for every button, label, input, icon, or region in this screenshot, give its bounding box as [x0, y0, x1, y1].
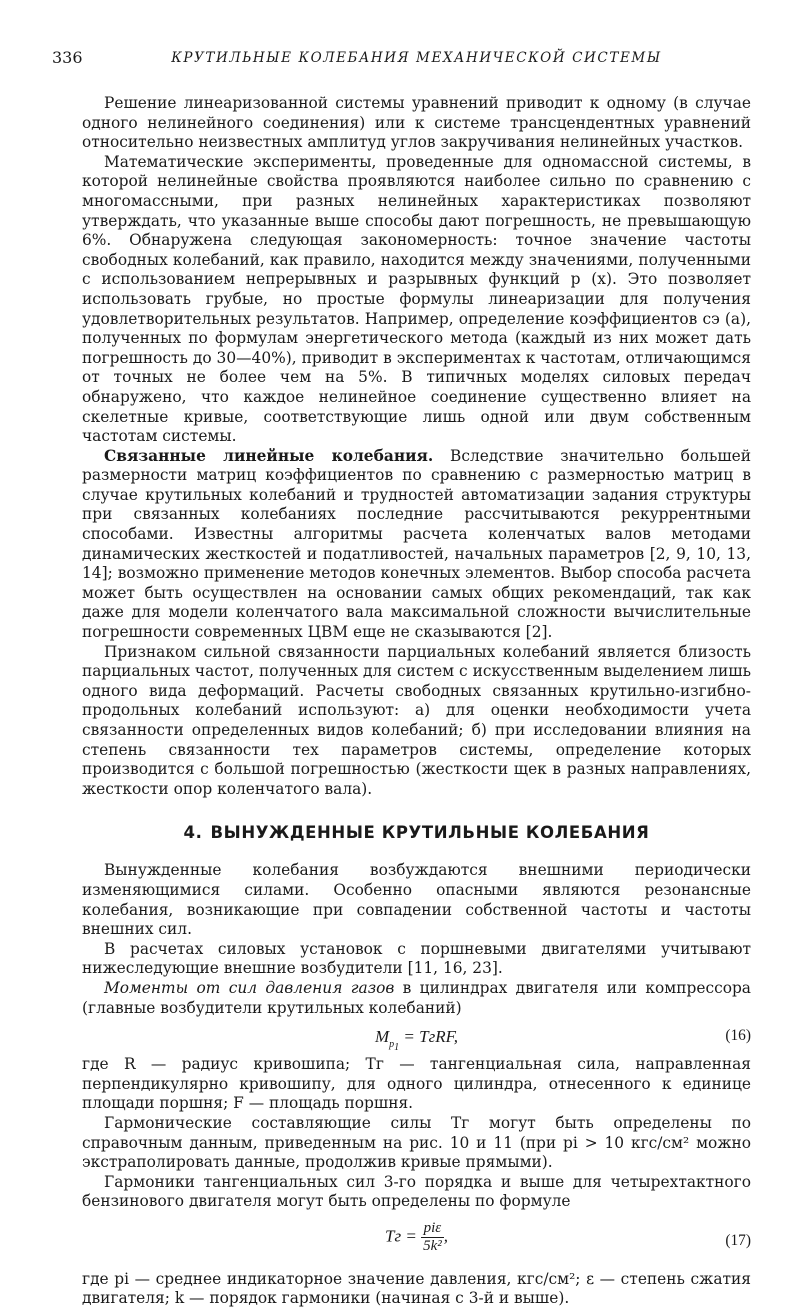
formula-16: [82, 1022, 751, 1052]
body-text: [82, 94, 751, 1309]
formula-16-lhs: M: [374, 1027, 390, 1047]
section-title: ВЫНУЖДЕННЫЕ КРУТИЛЬНЫЕ КОЛЕБАНИЯ: [210, 823, 650, 843]
formula-16-lhs-sub-sub: 1: [394, 1041, 400, 1053]
running-head: [52, 40, 751, 74]
section-number: 4.: [183, 823, 203, 843]
italic-lead: Моменты от сил давления газов: [104, 978, 395, 997]
paragraph-4: Признаком сильной связанности парциальных колебаний является близость парциальных частот, полученных для систем с искусственным выделением лишь одного вида деформаций. Расчеты свободных связанных крутильно-изгибно-продольных колебаний используют: а) для оценки необходимости учета связанности определенных видов колебаний; б) при исследовании влияния на степень связанности тех параметров системы, определение которых производится с большой погрешностью (жесткости щек в разных направлениях, жесткости опор коленчатого вала).: [82, 642, 751, 798]
paragraph-10: Гармоники тангенциальных сил 3-го порядка и выше для четырехтактного бензинового двигателя могут быть определены по формуле: [82, 1172, 751, 1211]
paragraph-8: где R — радиус кривошипа; Tг — тангенциальная сила, направленная перпендикулярно кривошипу, для одного цилиндра, отнесенного к единице площади поршня; F — площадь поршня.: [82, 1055, 751, 1113]
formula-16-lhs-sub: p: [389, 1038, 395, 1050]
formula-16-rhs: = TгRF,: [403, 1027, 459, 1047]
paragraph-3: [82, 447, 751, 643]
formula-17-body: [82, 1220, 751, 1255]
paragraph-1: Решение линеаризованной системы уравнений приводит к одному (в случае одного нелинейного соединения) или к системе трансцендентных уравнений относительно неизвестных амплитуд углов закручивания нелинейных участков.: [82, 94, 751, 152]
formula-17-tail: ,: [443, 1226, 448, 1246]
paragraph-9: Гармонические составляющие силы Tг могут быть определены по справочным данным, приведенным на рис. 10 и 11 (при pi > 10 кгс/см² можно экстраполировать данные, продолжив кривые прямыми).: [82, 1113, 751, 1172]
running-title: КРУТИЛЬНЫЕ КОЛЕБАНИЯ МЕХАНИЧЕСКОЙ СИСТЕМЫ: [171, 50, 662, 66]
paragraph-2: Математические эксперименты, проведенные для одномассной системы, в которой нелинейные свойства проявляются наиболее сильно по сравнению с многомассными, при разных нелинейных характеристиках позволяют утверждать, что указанные выше способы дают погрешность, не превышающую 6%. Обнаружена следующая закономерность: точное значение частоты свободных колебаний, как правило, находится между значениями, полученными с использованием непрерывных и разрывных функций p (x). Это позволяет использовать грубые, но простые формулы линеаризации для получения удовлетворительных результатов. Например, определение коэффициентов cэ (a), полученных по формулам энергетического метода (каждый из них может дать погрешность до 30—40%), приводит в экспериментах к частотам, отличающимся от точных не более чем на 5%. В типичных моделях силовых передач обнаружено, что каждое нелинейное соединение существенно влияет на скелетные кривые, соответствующие лишь одной или двум собственным частотам системы.: [82, 152, 751, 446]
section-heading: [82, 823, 751, 842]
paragraph-5: Вынужденные колебания возбуждаются внешними периодически изменяющимися силами. Особенно опасными являются резонансные колебания, возникающие при совпадении собственной частоты и частоты внешних сил.: [82, 861, 751, 939]
paragraph-11: где pi — среднее индикаторное значение давления, кгс/см²; ε — степень сжатия двигателя; k — порядок гармоники (начиная с 3-й и выше).: [82, 1269, 751, 1308]
formula-17-fraction: [421, 1220, 444, 1255]
page-number: 336: [52, 48, 83, 67]
formula-17-numerator: piε: [421, 1220, 444, 1238]
run-in-heading: Связанные линейные колебания.: [104, 446, 434, 465]
paragraph-7: [82, 979, 751, 1018]
paragraph-7-text: в цилиндрах двигателя или компрессора (главные возбудители крутильных колебаний): [82, 978, 751, 1017]
formula-17-lhs: Tг =: [385, 1226, 417, 1246]
formula-17-number: (17): [725, 1231, 751, 1249]
formula-16-number: (16): [725, 1027, 751, 1045]
paragraph-6: В расчетах силовых установок с поршневыми двигателями учитывают нижеследующие внешние возбудители [11, 16, 23].: [82, 939, 751, 978]
formula-16-body: [82, 1027, 751, 1052]
paragraph-3-text: Вследствие значительно большей размерности матриц коэффициентов по сравнению с размерностью матриц в случае крутильных колебаний и трудностей автоматизации задания структуры при связанных колебаниях последние рассчитываются рекуррентными способами. Известны алгоритмы расчета коленчатых валов методами динамических жесткостей и податливостей, начальных параметров [2, 9, 10, 13, 14]; возможно применение методов конечных элементов. Выбор способа расчета может быть осуществлен на основании самых общих рекомендаций, так как даже для модели коленчатого вала максимальной сложности вычислительные погрешности современных ЦВМ еще не сказываются [2].: [82, 446, 751, 642]
formula-17-denominator: 5k²: [423, 1237, 442, 1254]
formula-17: [82, 1218, 751, 1264]
